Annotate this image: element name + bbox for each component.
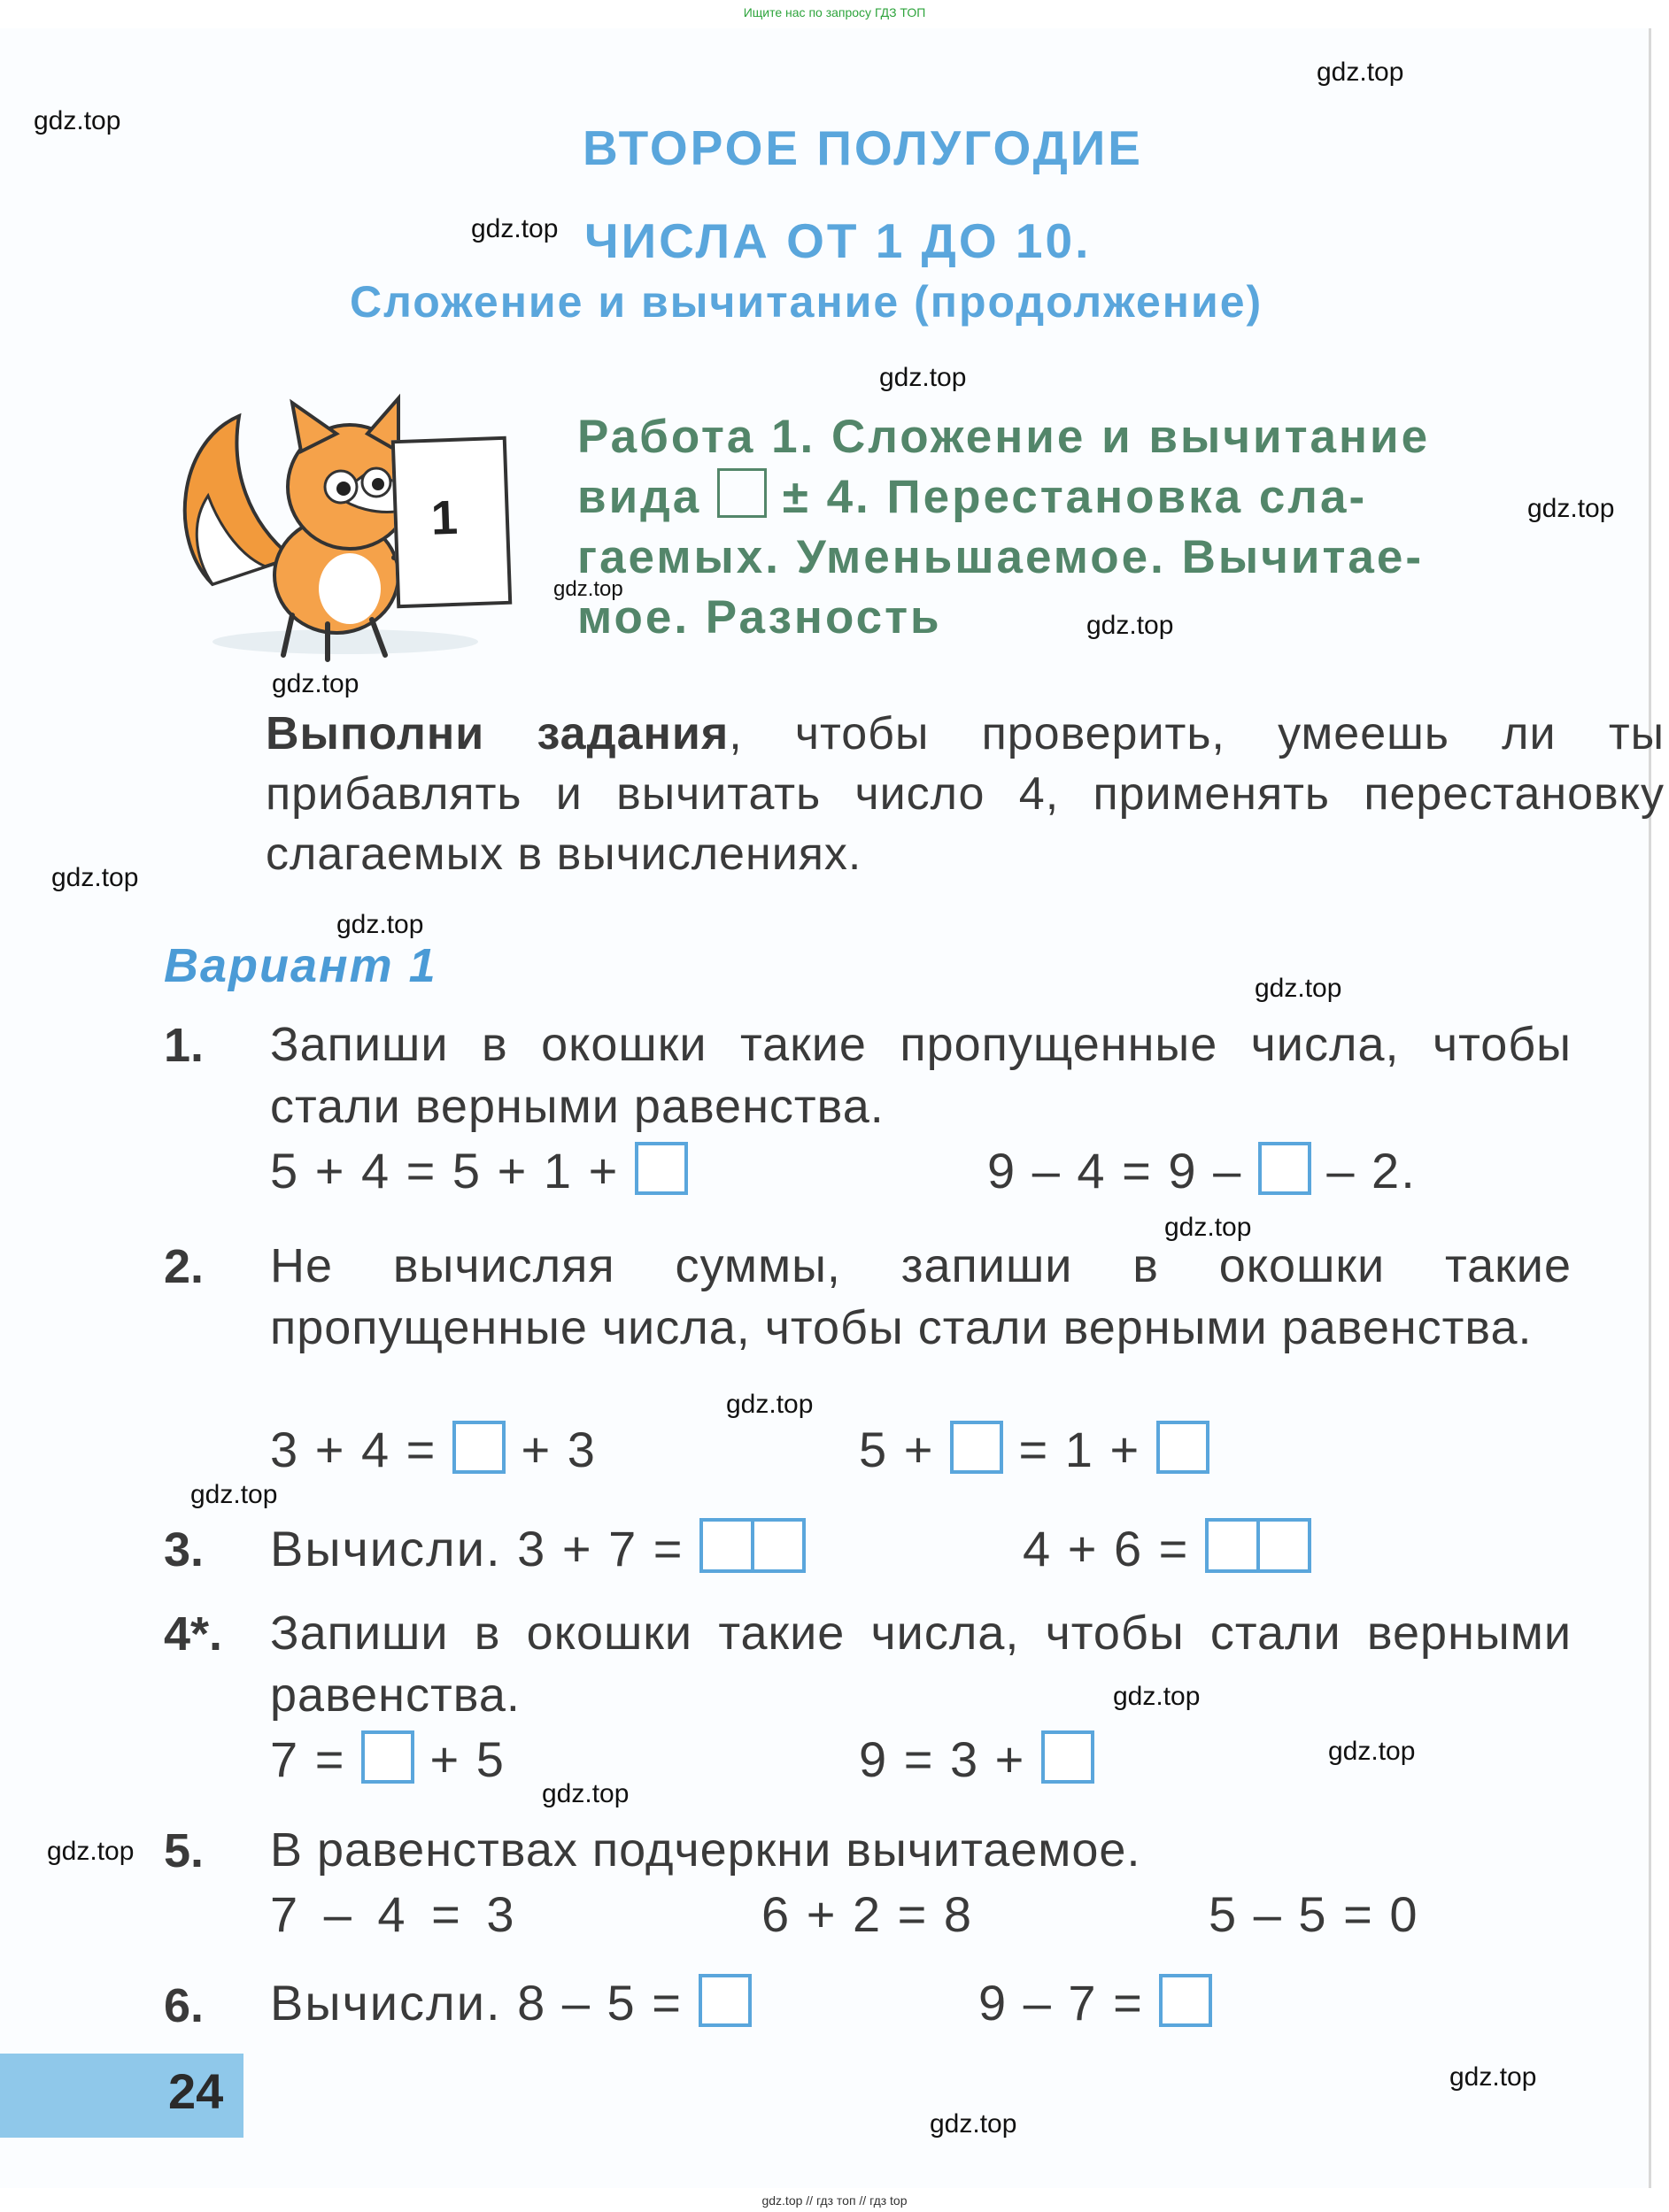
task-2-text: Не вычисляя суммы, запиши в окошки такие пропущенные числа, чтобы стали верными равенства.	[270, 1239, 1572, 1354]
watermark: gdz.top	[1449, 2062, 1537, 2092]
variant-heading: Вариант 1	[164, 939, 437, 992]
topic-heading: ЧИСЛА ОТ 1 ДО 10.	[584, 213, 1092, 268]
answer-box[interactable]	[950, 1421, 1003, 1474]
watermark: gdz.top	[1255, 974, 1342, 1003]
task-6-equation-1: Вычисли. 8 – 5 =	[270, 1974, 752, 2031]
work-title-line-3: гаемых. Уменьшаемое. Вычитае-	[577, 531, 1425, 583]
watermark: gdz.top	[553, 577, 623, 601]
watermark: gdz.top	[47, 1837, 135, 1866]
task-5-number: 5.	[164, 1824, 205, 1877]
instructions-bold: Выполни задания	[266, 708, 730, 759]
work-number: 1	[429, 490, 459, 545]
watermark: gdz.top	[51, 863, 139, 892]
topic-subtitle: Сложение и вычитание (продолжение)	[350, 277, 1263, 327]
placeholder-square-icon	[717, 468, 767, 518]
work-title-line-4: мое. Разность	[577, 591, 942, 644]
task-3-number: 3.	[164, 1523, 205, 1576]
answer-box[interactable]	[635, 1142, 688, 1195]
task-1-text: Запиши в окошки такие пропущенные числа, чтобы стали верными равенства.	[270, 1018, 1572, 1133]
task-5-equation-2: 6 + 2 = 8	[761, 1886, 974, 1942]
task-4-equation-2: 9 = 3 +	[859, 1730, 1094, 1788]
answer-box[interactable]	[452, 1421, 506, 1474]
watermark: gdz.top	[1113, 1682, 1201, 1711]
work-title-line-2: вида ± 4. Перестановка сла-	[577, 467, 1367, 528]
watermark: gdz.top	[879, 363, 967, 392]
answer-box[interactable]	[1258, 1142, 1311, 1195]
page-number: 24	[168, 2063, 224, 2119]
task-2-number: 2.	[164, 1240, 205, 1293]
task-2-equation-2: 5 + = 1 +	[859, 1421, 1209, 1478]
answer-box[interactable]	[361, 1730, 414, 1784]
watermark: gdz.top	[1317, 58, 1404, 87]
task-5-equation-3: 5 – 5 = 0	[1209, 1886, 1419, 1942]
watermark: gdz.top	[930, 2109, 1017, 2139]
watermark: gdz.top	[1328, 1737, 1416, 1766]
task-5-equation-1: 7 – 4 = 3	[270, 1886, 516, 1942]
answer-box[interactable]	[1159, 1974, 1212, 2027]
task-4-equation-1: 7 = + 5	[270, 1731, 506, 1787]
task-6-number: 6.	[164, 1979, 205, 2032]
instructions-paragraph	[266, 704, 1665, 884]
watermark: gdz.top	[1527, 494, 1615, 523]
watermark: gdz.top	[1086, 611, 1174, 640]
task-4-text: Запиши в окошки такие числа, чтобы стали верными равенства.	[270, 1607, 1572, 1722]
watermark: gdz.top	[726, 1390, 814, 1419]
instructions-text: , чтобы проверить, умеешь ли ты прибавлять и вычитать число 4, применять перестановку слагаемых в вычислениях.	[266, 708, 1665, 880]
task-2-equation-1: 3 + 4 = + 3	[270, 1422, 597, 1477]
answer-box[interactable]	[1041, 1730, 1094, 1784]
task-3-equation-2: 4 + 6 =	[1023, 1518, 1311, 1577]
work-number-card	[391, 436, 513, 608]
answer-box[interactable]	[1156, 1421, 1209, 1474]
top-watermark-note: Ищите нас по запросу ГДЗ ТОП	[743, 5, 926, 19]
watermark: gdz.top	[336, 910, 424, 939]
answer-box[interactable]	[699, 1974, 752, 2027]
task-1-number: 1.	[164, 1019, 205, 1072]
two-digit-answer-box[interactable]	[1205, 1518, 1311, 1573]
watermark: gdz.top	[1164, 1213, 1252, 1242]
two-digit-answer-box[interactable]	[699, 1518, 806, 1573]
task-1-equation-1: 5 + 4 = 5 + 1 +	[270, 1142, 688, 1199]
task-6-equation-2: 9 – 7 =	[978, 1974, 1212, 2031]
watermark: gdz.top	[471, 214, 559, 243]
semester-heading: ВТОРОЕ ПОЛУГОДИЕ	[583, 120, 1143, 175]
task-4-number: 4*.	[164, 1607, 223, 1661]
task-5-text: В равенствах подчеркни вычитаемое.	[270, 1823, 1141, 1877]
bottom-watermark-note: gdz.top // гдз топ // гдз top	[761, 2193, 908, 2208]
watermark: gdz.top	[272, 669, 359, 698]
task-1-equation-2: 9 – 4 = 9 – – 2.	[987, 1143, 1417, 1198]
watermark: gdz.top	[34, 106, 121, 135]
work-title-line-1: Работа 1. Сложение и вычитание	[577, 411, 1431, 463]
task-3-equation-1: Вычисли. 3 + 7 =	[270, 1518, 806, 1577]
watermark: gdz.top	[190, 1480, 278, 1509]
watermark: gdz.top	[542, 1779, 630, 1808]
